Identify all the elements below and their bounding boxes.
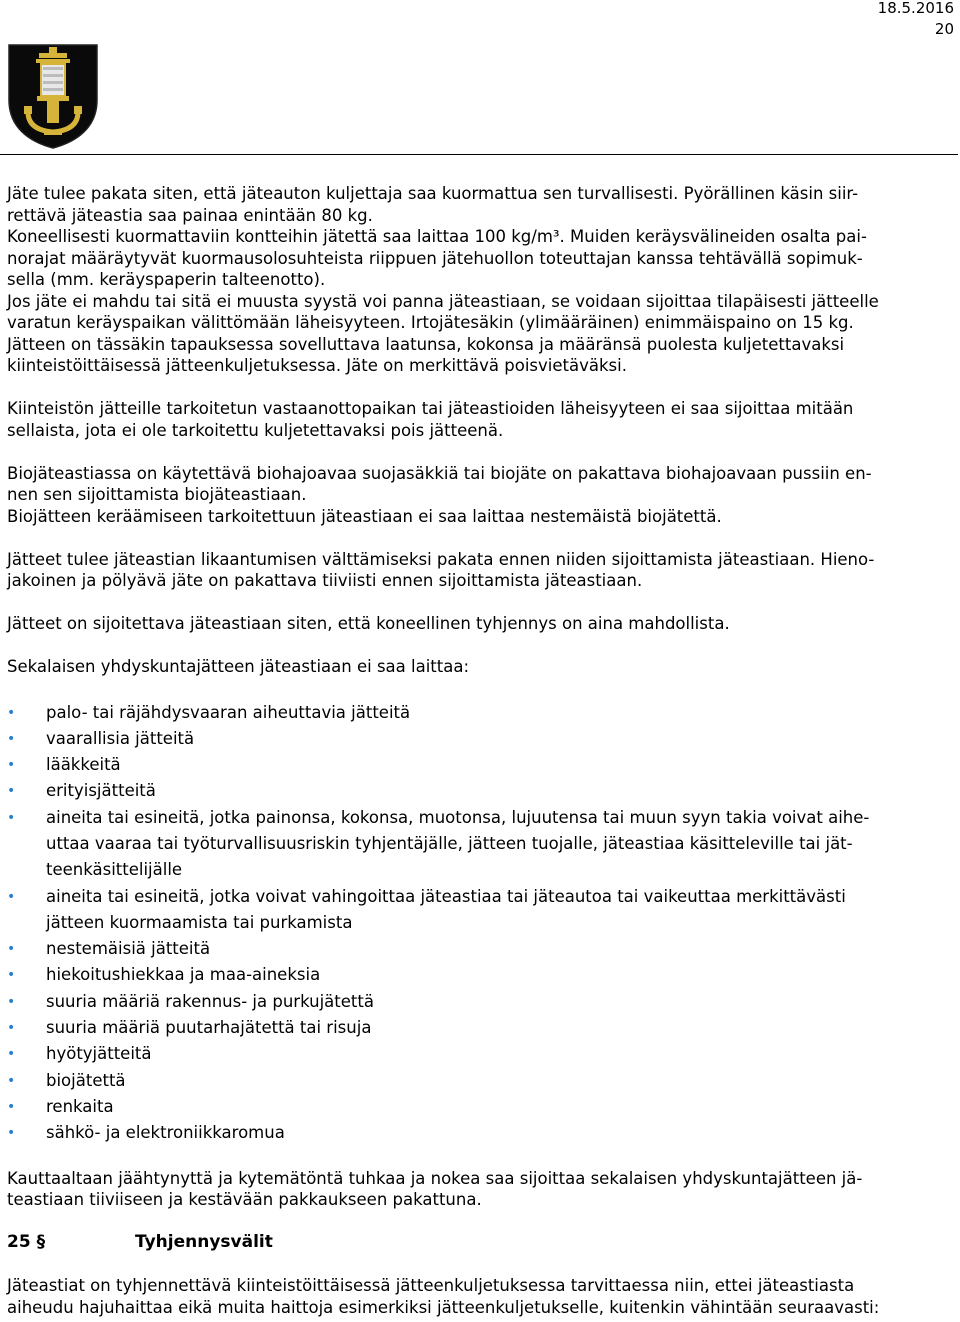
text-line: teastiaan tiiviiseen ja kestävään pakkaukseen pakattuna.: [7, 1190, 482, 1210]
text-line: Jätteet on sijoitettava jäteastiaan siten, että koneellinen tyhjennys on aina mahdollista.: [7, 614, 730, 633]
paragraph-reception-point: [7, 398, 952, 441]
paragraph-placement: [7, 613, 952, 635]
list-item: • erityisjätteitä: [7, 778, 952, 804]
bullet-icon: •: [7, 1020, 16, 1037]
text-line: Jäte tulee pakata siten, että jäteauton kuljettaja saa kuormattua sen turvallisesti. Pyörällinen käsin siir-: [7, 184, 859, 203]
text-line: Jäteastiat on tyhjennettävä kiinteistöittäisessä jätteenkuljetuksessa tarvittaessa niin, ettei jäteastiasta: [7, 1276, 855, 1296]
text-line: Jos jäte ei mahdu tai sitä ei muusta syystä voi panna jäteastiaan, se voidaan sijoittaa tilapäisesti jätteelle: [7, 291, 879, 311]
text-line: sella (mm. keräyspaperin talteenotto).: [7, 270, 326, 289]
list-item: • aineita tai esineitä, jotka painonsa, kokonsa, muotonsa, lujuutensa tai muun syyn takia voivat aihe- uttaa vaaraa tai työturvallisuusriskin tyhjentäjälle, jätteen tuojalle, jäteastiaa käsitteleville tai jät- teenkäsittelijälle: [7, 805, 952, 884]
section-heading: [7, 1232, 952, 1254]
text-line: Biojätteen keräämiseen tarkoitettuun jäteastiaan ei saa laittaa nestemäistä biojätettä.: [7, 506, 722, 526]
bullet-icon: •: [7, 704, 16, 721]
list-item: • lääkkeitä: [7, 752, 952, 778]
paragraph-packaging: [7, 549, 952, 592]
text-line: norajat määräytyvät kuormausolosuhteista riippuen jätehuollon toteuttajan kanssa tehtävällä sopimuk-: [7, 248, 863, 268]
text-line: Jätteet tulee jäteastian likaantumisen välttämiseksi pakata ennen niiden sijoittamista jäteastiaan. Hieno-: [7, 549, 875, 569]
list-item: • suuria määriä puutarhajätettä tai risuja: [7, 1015, 952, 1041]
text-line: Sekalaisen yhdyskuntajätteen jäteastiaan ei saa laittaa:: [7, 657, 470, 676]
bullet-icon: •: [7, 1046, 16, 1063]
text-line: nen sen sijoittamista biojäteastiaan.: [7, 485, 307, 504]
list-item: • vaarallisia jätteitä: [7, 726, 952, 752]
bullet-icon: •: [7, 783, 16, 800]
header-rule: [0, 154, 958, 155]
text-line: varatun keräyspaikan välittömään läheisyyteen. Irtojätesäkin (ylimääräinen) enimmäispaino on 15 kg.: [7, 313, 854, 332]
text-line: Jätteen on tässäkin tapauksessa sovelluttava laatunsa, kokonsa ja määränsä puolesta kuljetettavaksi: [7, 334, 845, 354]
section-number: 25 §: [7, 1232, 46, 1253]
list-item: • suuria määriä rakennus- ja purkujätettä: [7, 989, 952, 1015]
list-item: • renkaita: [7, 1094, 952, 1120]
list-item: • sähkö- ja elektroniikkaromua: [7, 1120, 952, 1146]
bullet-icon: •: [7, 1072, 16, 1089]
prohibited-items-list: [7, 700, 952, 1147]
text-line: Kauttaaltaan jäähtynyttä ja kytemätöntä tuhkaa ja nokea saa sijoittaa sekalaisen yhdyskuntajätteen jä-: [7, 1168, 863, 1188]
bullet-icon: •: [7, 1125, 16, 1142]
bullet-icon: •: [7, 1098, 16, 1115]
list-item: • hyötyjätteitä: [7, 1041, 952, 1067]
page-number: 20: [934, 20, 954, 38]
text-line: aiheudu hajuhaittaa eikä muita haittoja esimerkiksi jätteenkuljetukselle, kuitenkin vähintään seuraavasti:: [7, 1297, 880, 1317]
document-body: [7, 183, 952, 1318]
section-title: Tyhjennysvälit: [135, 1232, 273, 1253]
list-item: • nestemäisiä jätteitä: [7, 936, 952, 962]
text-line: Biojäteastiassa on käytettävä biohajoavaa suojasäkkiä tai biojäte on pakattava biohajoavaan pussiin en-: [7, 463, 872, 483]
list-item: • aineita tai esineitä, jotka voivat vahingoittaa jäteastiaa tai jäteautoa tai vaikeuttaa merkittävästi jätteen kuormaamista tai purkamista: [7, 884, 952, 937]
list-intro: [7, 656, 952, 678]
text-line: rettävä jäteastia saa painaa enintään 80 kg.: [7, 205, 373, 225]
bullet-icon: •: [7, 967, 16, 984]
paragraph-emptying-intervals: [7, 1275, 952, 1318]
text-line: Kiinteistön jätteille tarkoitetun vastaanottopaikan tai jäteastioiden läheisyyteen ei saa sijoittaa mitään: [7, 399, 854, 418]
bullet-icon: •: [7, 809, 16, 826]
bullet-icon: •: [7, 730, 16, 747]
bullet-icon: •: [7, 993, 16, 1010]
text-line: sellaista, jota ei ole tarkoitettu kuljetettavaksi pois jätteenä.: [7, 420, 504, 440]
list-item: • hiekoitushiekkaa ja maa-aineksia: [7, 962, 952, 988]
list-item: • biojätettä: [7, 1068, 952, 1094]
text-line: jakoinen ja pölyävä jäte on pakattava tiiviisti ennen sijoittamista jäteastiaan.: [7, 571, 643, 590]
text-line: Koneellisesti kuormattaviin kontteihin jätettä saa laittaa 100 kg/m³. Muiden keräysvälineiden osalta pai-: [7, 227, 867, 246]
coat-of-arms-icon: [6, 42, 100, 150]
paragraph-packing-rules: [7, 183, 952, 377]
header-date: 18.5.2016: [877, 0, 954, 17]
paragraph-biowaste: [7, 463, 952, 528]
list-item: • palo- tai räjähdysvaaran aiheuttavia jätteitä: [7, 700, 952, 726]
bullet-icon: •: [7, 941, 16, 958]
bullet-icon: •: [7, 757, 16, 774]
bullet-icon: •: [7, 888, 16, 905]
text-line: kiinteistöittäisessä jätteenkuljetuksessa. Jäte on merkittävä poisvietäväksi.: [7, 356, 627, 375]
paragraph-ash: [7, 1168, 952, 1211]
